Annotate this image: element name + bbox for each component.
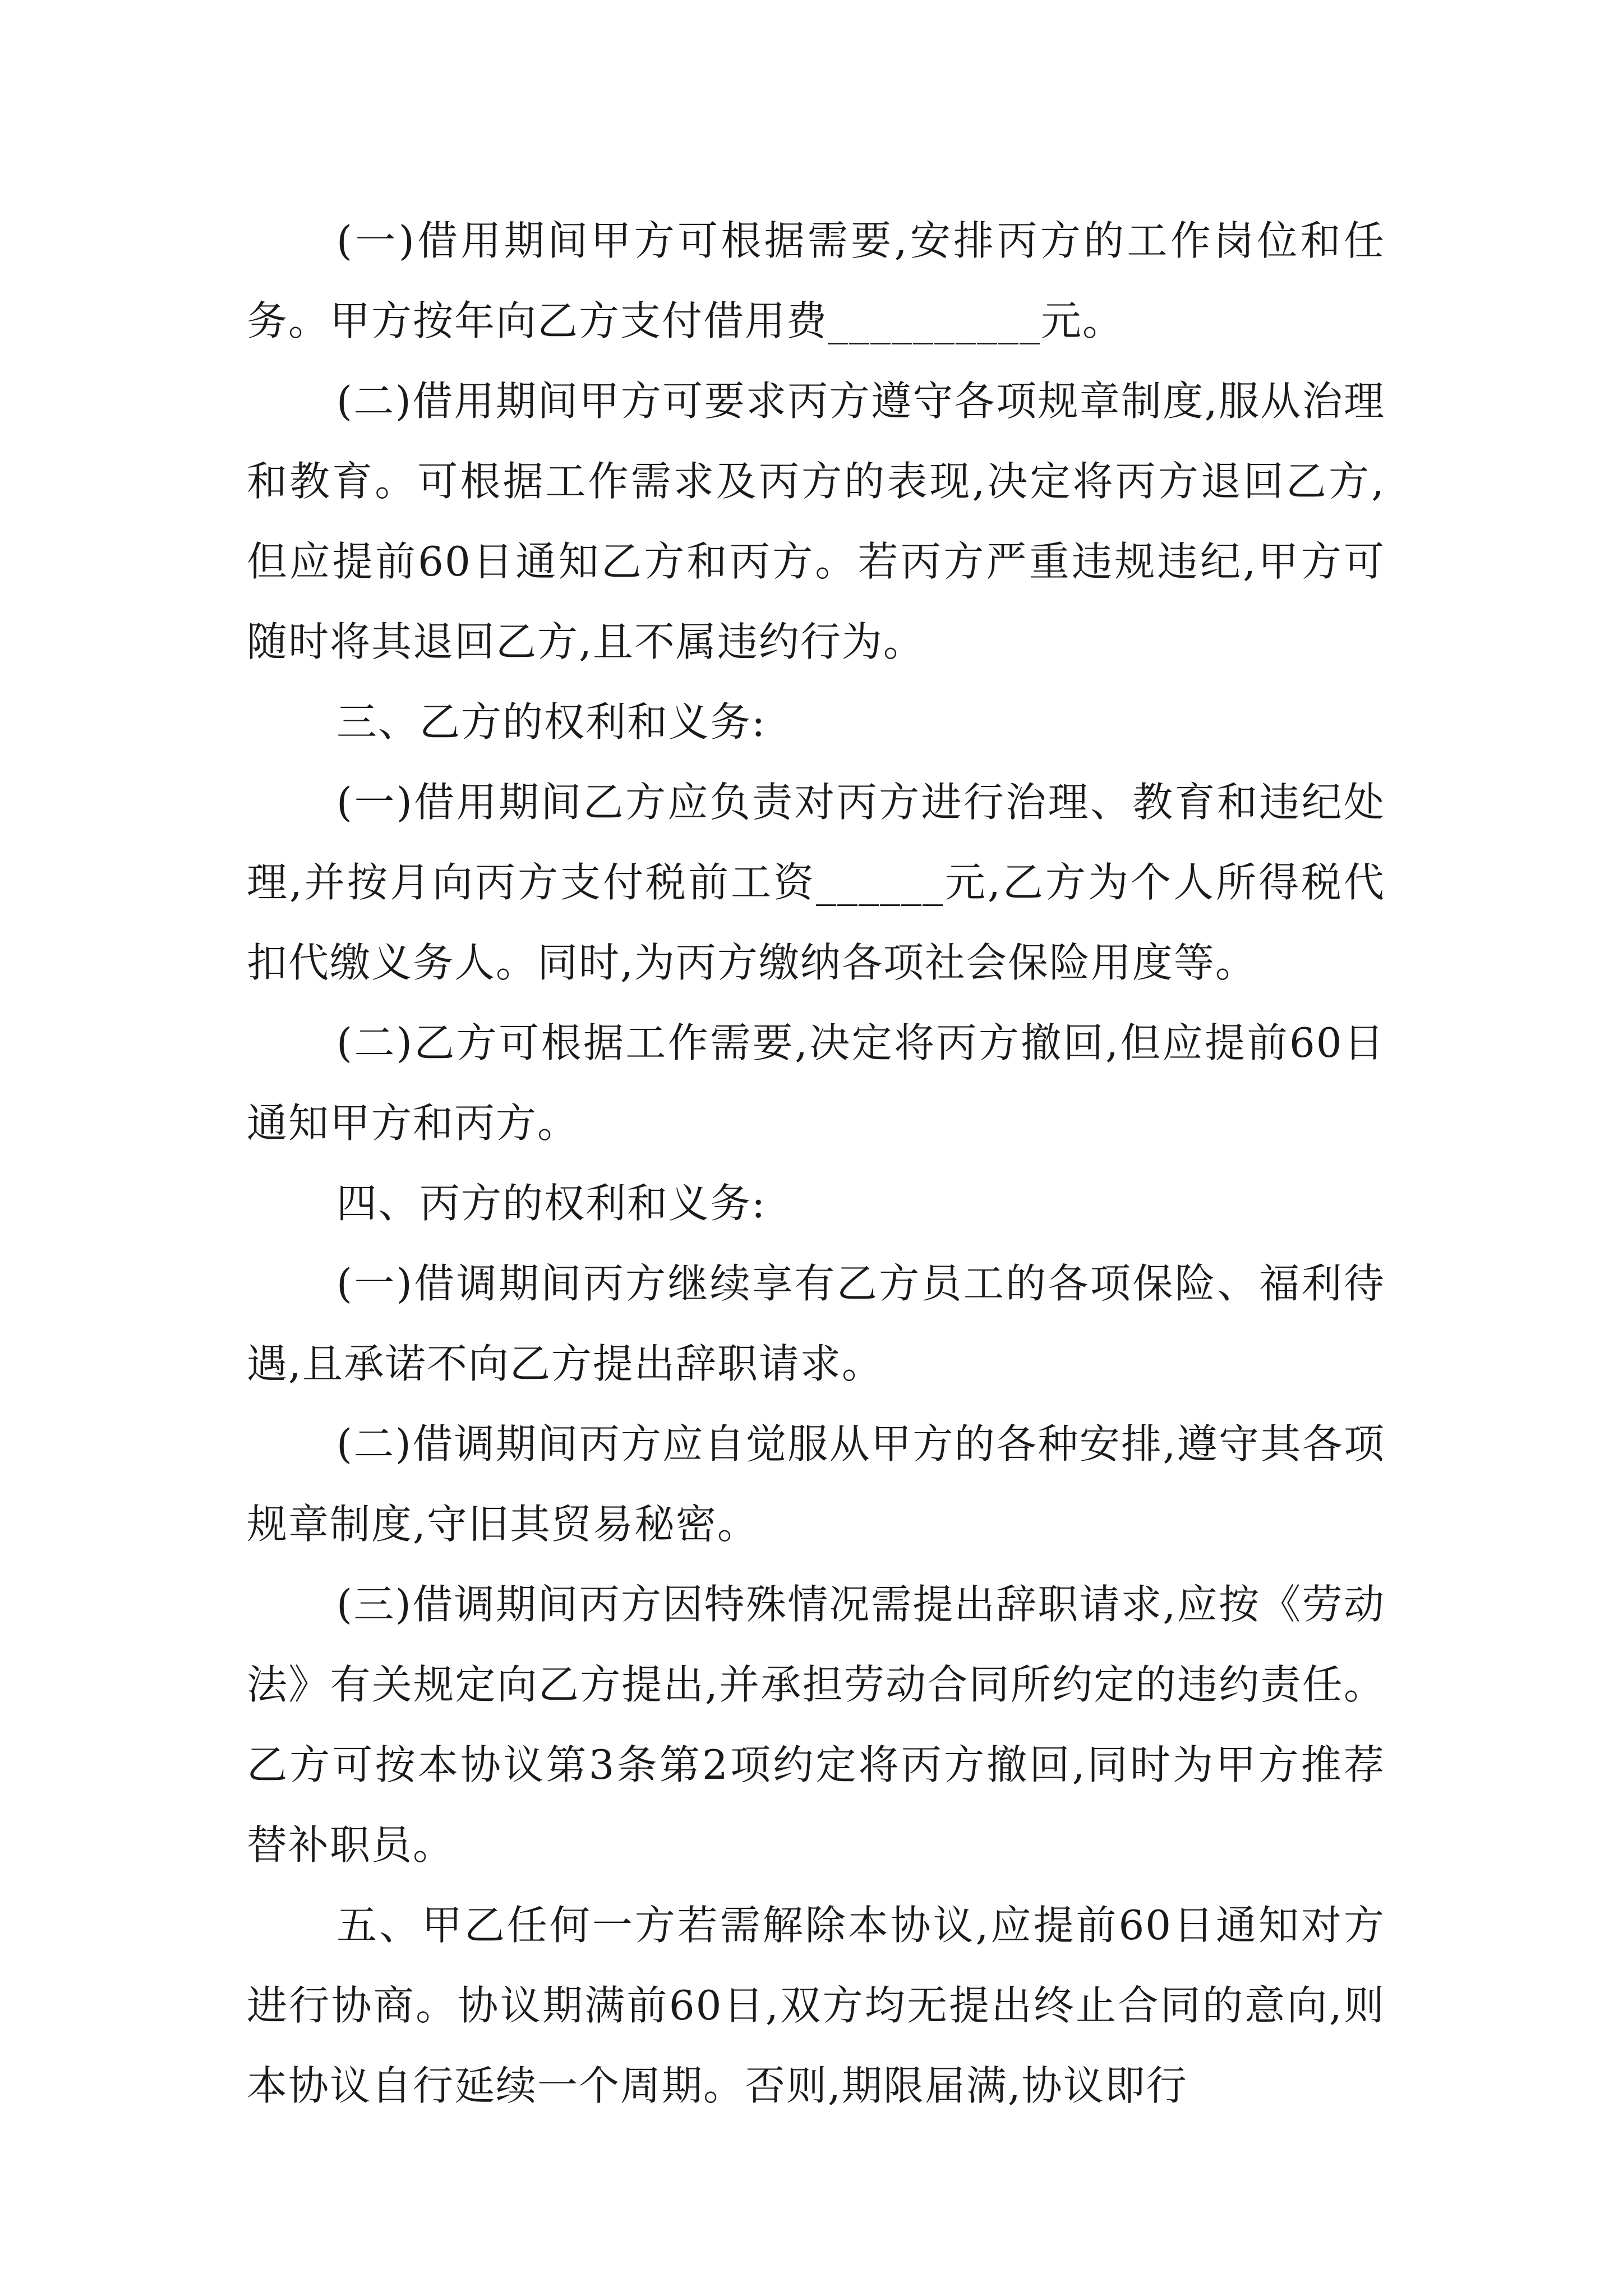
paragraph-3-2: (二)乙方可根据工作需要,决定将丙方撤回,但应提前60日通知甲方和丙方。: [247, 1019, 1385, 1147]
paragraph-3-1: (一)借用期间乙方应负责对丙方进行治理、教育和违纪处理,并按月向丙方支付税前工资______元,乙方为个人所得税代扣代缴义务人。同时,为丙方缴纳各项社会保险用度等。: [247, 779, 1385, 986]
paragraph-1-1: (一)借用期间甲方可根据需要,安排丙方的工作岗位和任务。甲方按年向乙方支付借用费__________元。: [247, 217, 1385, 344]
paragraph-4-1: (一)借调期间丙方继续享有乙方员工的各项保险、福利待遇,且承诺不向乙方提出辞职请求。: [247, 1260, 1385, 1387]
section-3-heading: 三、乙方的权利和义务:: [336, 698, 767, 746]
document-body: [247, 201, 1385, 2126]
paragraph-1-2: (二)借用期间甲方可要求丙方遵守各项规章制度,服从治理和教育。可根据工作需求及丙方的表现,决定将丙方退回乙方,但应提前60日通知乙方和丙方。若丙方严重违规违纪,甲方可随时将其退回乙方,且不属违约行为。: [247, 378, 1385, 665]
paragraph-4-3: (三)借调期间丙方因特殊情况需提出辞职请求,应按《劳动法》有关规定向乙方提出,并承担劳动合同所约定的违约责任。乙方可按本协议第3条第2项约定将丙方撤回,同时为甲方推荐替补职员。: [247, 1581, 1385, 1869]
paragraph-4-2: (二)借调期间丙方应自觉服从甲方的各种安排,遵守其各项规章制度,守旧其贸易秘密。: [247, 1420, 1385, 1548]
section-5-paragraph: 五、甲乙任何一方若需解除本协议,应提前60日通知对方进行协商。协议期满前60日,双方均无提出终止合同的意向,则本协议自行延续一个周期。否则,期限届满,协议即行: [247, 1902, 1385, 2109]
section-4-heading: 四、丙方的权利和义务:: [336, 1180, 767, 1227]
